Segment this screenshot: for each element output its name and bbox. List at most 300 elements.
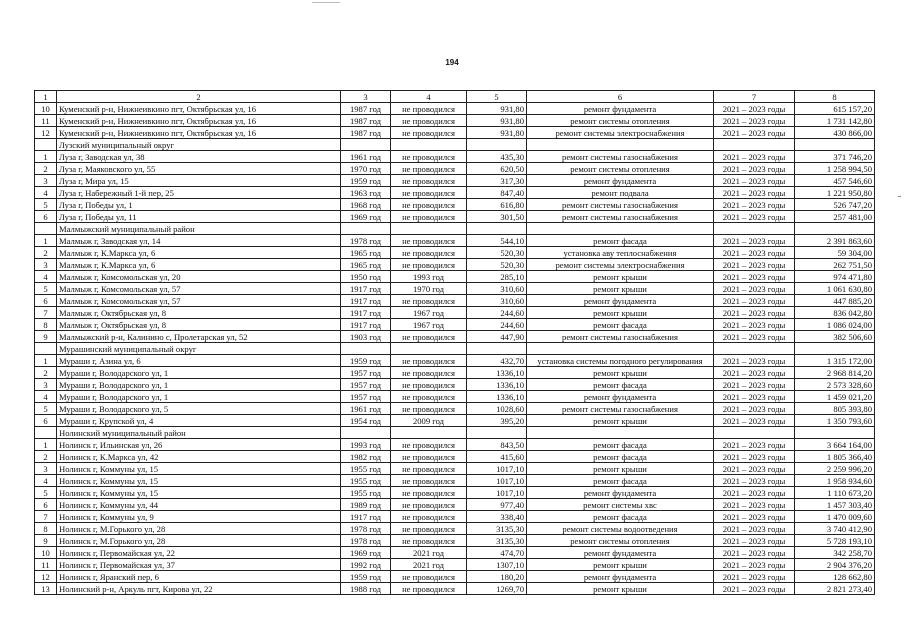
period-cell: 2021 – 2023 годы	[714, 163, 795, 175]
last-repair-cell: не проводился	[391, 115, 467, 127]
area-cell	[467, 223, 527, 235]
last-repair-cell: не проводился	[391, 103, 467, 115]
cost-cell: 1 457 303,40	[795, 499, 875, 511]
cost-cell: 447 885,20	[795, 295, 875, 307]
cost-cell: 2 821 273,40	[795, 583, 875, 595]
address-cell: Малмыж г, Заводская ул, 14	[57, 235, 341, 247]
column-header: 1	[35, 91, 57, 103]
period-cell: 2021 – 2023 годы	[714, 259, 795, 271]
last-repair-cell: не проводился	[391, 487, 467, 499]
work-type-cell: ремонт системы газоснабжения	[527, 403, 714, 415]
last-repair-cell: не проводился	[391, 355, 467, 367]
address-cell: Нолинск г, Первомайская ул, 37	[57, 559, 341, 571]
period-cell: 2021 – 2023 годы	[714, 283, 795, 295]
table-row	[35, 199, 875, 211]
table-row	[35, 451, 875, 463]
row-number-cell: 4	[35, 475, 57, 487]
area-cell: 3135,30	[467, 535, 527, 547]
work-type-cell: ремонт системы газоснабжения	[527, 151, 714, 163]
area-cell: 415,60	[467, 451, 527, 463]
table-row	[35, 319, 875, 331]
table-row	[35, 367, 875, 379]
row-number-cell: 7	[35, 511, 57, 523]
work-type-cell: ремонт фундамента	[527, 103, 714, 115]
cost-cell: 1 350 793,60	[795, 415, 875, 427]
work-type-cell: ремонт фасада	[527, 379, 714, 391]
table-row	[35, 211, 875, 223]
area-cell: 520,30	[467, 247, 527, 259]
cost-cell: 128 662,80	[795, 571, 875, 583]
section-title: Лузский муниципальный округ	[57, 139, 341, 151]
year-built-cell: 1968 год	[341, 199, 391, 211]
area-cell: 1336,10	[467, 391, 527, 403]
last-repair-cell: 2021 год	[391, 547, 467, 559]
address-cell: Нолинск г, Ильинская ул, 26	[57, 439, 341, 451]
last-repair-cell: не проводился	[391, 439, 467, 451]
table-row	[35, 487, 875, 499]
row-number-cell: 8	[35, 523, 57, 535]
table-row	[35, 583, 875, 595]
period-cell: 2021 – 2023 годы	[714, 463, 795, 475]
row-number-cell: 6	[35, 415, 57, 427]
period-cell: 2021 – 2023 годы	[714, 367, 795, 379]
year-built-cell: 1963 год	[341, 187, 391, 199]
last-repair-cell: не проводился	[391, 367, 467, 379]
row-number-cell: 1	[35, 151, 57, 163]
work-type-cell: ремонт системы отопления	[527, 115, 714, 127]
period-cell	[714, 427, 795, 439]
last-repair-cell: не проводился	[391, 331, 467, 343]
year-built-cell: 1955 год	[341, 463, 391, 475]
row-number-cell: 13	[35, 583, 57, 595]
area-cell: 395,20	[467, 415, 527, 427]
work-type-cell: ремонт крыши	[527, 415, 714, 427]
row-number-cell: 5	[35, 487, 57, 499]
last-repair-cell: не проводился	[391, 127, 467, 139]
last-repair-cell: не проводился	[391, 475, 467, 487]
area-cell: 474,70	[467, 547, 527, 559]
year-built-cell: 1959 год	[341, 355, 391, 367]
period-cell: 2021 – 2023 годы	[714, 307, 795, 319]
address-cell: Малмыж г, К.Маркса ул, 6	[57, 247, 341, 259]
work-type-cell: ремонт фасада	[527, 511, 714, 523]
period-cell: 2021 – 2023 годы	[714, 235, 795, 247]
year-built-cell: 1970 год	[341, 163, 391, 175]
period-cell: 2021 – 2023 годы	[714, 103, 795, 115]
work-type-cell: ремонт крыши	[527, 463, 714, 475]
last-repair-cell: не проводился	[391, 295, 467, 307]
year-built-cell: 1917 год	[341, 511, 391, 523]
area-cell: 244,60	[467, 307, 527, 319]
area-cell: 1269,70	[467, 583, 527, 595]
table-row	[35, 271, 875, 283]
area-cell	[467, 343, 527, 355]
area-cell: 1017,10	[467, 487, 527, 499]
cost-cell: 2 391 863,60	[795, 235, 875, 247]
cost-cell: 1 221 950,80	[795, 187, 875, 199]
work-type-cell: ремонт крыши	[527, 283, 714, 295]
cost-cell: 371 746,20	[795, 151, 875, 163]
address-cell: Нолинск г, М.Горького ул, 28	[57, 523, 341, 535]
last-repair-cell: не проводился	[391, 211, 467, 223]
period-cell: 2021 – 2023 годы	[714, 319, 795, 331]
area-cell: 616,80	[467, 199, 527, 211]
table-row	[35, 235, 875, 247]
last-repair-cell: не проводился	[391, 463, 467, 475]
address-cell: Малмыж г, Октябрьская ул, 8	[57, 319, 341, 331]
last-repair-cell: не проводился	[391, 583, 467, 595]
year-built-cell: 1954 год	[341, 415, 391, 427]
cost-cell	[795, 427, 875, 439]
cost-cell: 1 459 021,20	[795, 391, 875, 403]
last-repair-cell: не проводился	[391, 523, 467, 535]
area-cell: 843,50	[467, 439, 527, 451]
period-cell: 2021 – 2023 годы	[714, 115, 795, 127]
last-repair-cell: 2021 год	[391, 559, 467, 571]
period-cell: 2021 – 2023 годы	[714, 379, 795, 391]
cost-cell: 836 042,80	[795, 307, 875, 319]
column-header: 7	[714, 91, 795, 103]
work-type-cell: ремонт системы электроснабжения	[527, 259, 714, 271]
period-cell: 2021 – 2023 годы	[714, 151, 795, 163]
row-number-cell: 12	[35, 571, 57, 583]
period-cell: 2021 – 2023 годы	[714, 331, 795, 343]
cost-cell: 1 315 172,00	[795, 355, 875, 367]
work-type-cell	[527, 223, 714, 235]
table-row	[35, 415, 875, 427]
year-built-cell	[341, 223, 391, 235]
address-cell: Мураши г, Володарского ул, 1	[57, 391, 341, 403]
period-cell: 2021 – 2023 годы	[714, 355, 795, 367]
table-row	[35, 283, 875, 295]
area-cell: 520,30	[467, 259, 527, 271]
period-cell: 2021 – 2023 годы	[714, 175, 795, 187]
period-cell: 2021 – 2023 годы	[714, 451, 795, 463]
area-cell: 301,50	[467, 211, 527, 223]
last-repair-cell: не проводился	[391, 259, 467, 271]
address-cell: Малмыж г, К.Маркса ул, 6	[57, 259, 341, 271]
period-cell	[714, 139, 795, 151]
cost-cell: 430 866,00	[795, 127, 875, 139]
table-row	[35, 379, 875, 391]
last-repair-cell: 1967 год	[391, 307, 467, 319]
table-row	[35, 295, 875, 307]
address-cell: Малмыжский р-н, Калинино с, Пролетарская ул, 52	[57, 331, 341, 343]
table-row	[35, 571, 875, 583]
row-number-cell: 2	[35, 247, 57, 259]
last-repair-cell: не проводился	[391, 571, 467, 583]
row-number-cell: 9	[35, 535, 57, 547]
address-cell: Куменский р-н, Нижнеивкино пгт, Октябрьская ул, 16	[57, 115, 341, 127]
table-row	[35, 403, 875, 415]
period-cell: 2021 – 2023 годы	[714, 571, 795, 583]
last-repair-cell: не проводился	[391, 391, 467, 403]
area-cell: 1017,10	[467, 475, 527, 487]
row-number-cell: 2	[35, 163, 57, 175]
section-row	[35, 343, 875, 355]
table-row	[35, 115, 875, 127]
period-cell: 2021 – 2023 годы	[714, 547, 795, 559]
work-type-cell: ремонт системы водоотведения	[527, 523, 714, 535]
cost-cell: 974 471,80	[795, 271, 875, 283]
row-number-cell: 1	[35, 439, 57, 451]
table-row	[35, 535, 875, 547]
row-number-cell: 6	[35, 295, 57, 307]
period-cell: 2021 – 2023 годы	[714, 271, 795, 283]
address-cell: Малмыж г, Комсомольская ул, 20	[57, 271, 341, 283]
row-number-cell: 11	[35, 559, 57, 571]
work-type-cell: ремонт фундамента	[527, 295, 714, 307]
row-number-cell: 9	[35, 331, 57, 343]
period-cell: 2021 – 2023 годы	[714, 211, 795, 223]
year-built-cell: 1917 год	[341, 283, 391, 295]
last-repair-cell: не проводился	[391, 499, 467, 511]
work-type-cell: ремонт фундамента	[527, 547, 714, 559]
area-cell: 620,50	[467, 163, 527, 175]
last-repair-cell	[391, 139, 467, 151]
section-row	[35, 427, 875, 439]
cost-cell: 262 751,50	[795, 259, 875, 271]
work-type-cell	[527, 343, 714, 355]
period-cell: 2021 – 2023 годы	[714, 475, 795, 487]
cost-cell	[795, 343, 875, 355]
year-built-cell: 1987 год	[341, 103, 391, 115]
address-cell: Мураши г, Володарского ул, 5	[57, 403, 341, 415]
row-number-cell	[35, 223, 57, 235]
scan-mark	[312, 2, 340, 3]
area-cell: 285,10	[467, 271, 527, 283]
cost-cell: 2 904 376,20	[795, 559, 875, 571]
work-type-cell: ремонт системы газоснабжения	[527, 211, 714, 223]
work-type-cell: ремонт фасада	[527, 439, 714, 451]
cost-cell: 2 259 996,20	[795, 463, 875, 475]
table-row	[35, 511, 875, 523]
work-type-cell: ремонт крыши	[527, 559, 714, 571]
address-cell: Нолинск г, Коммуны ул, 15	[57, 463, 341, 475]
column-header: 2	[57, 91, 341, 103]
last-repair-cell: не проводился	[391, 379, 467, 391]
year-built-cell: 1978 год	[341, 523, 391, 535]
cost-cell: 615 157,20	[795, 103, 875, 115]
scan-mark	[898, 196, 901, 197]
area-cell: 931,80	[467, 115, 527, 127]
last-repair-cell: 1970 год	[391, 283, 467, 295]
work-type-cell	[527, 427, 714, 439]
period-cell: 2021 – 2023 годы	[714, 535, 795, 547]
work-type-cell: ремонт подвала	[527, 187, 714, 199]
table-row	[35, 391, 875, 403]
year-built-cell	[341, 427, 391, 439]
last-repair-cell	[391, 343, 467, 355]
section-row	[35, 139, 875, 151]
table-row	[35, 559, 875, 571]
cost-cell: 3 664 164,00	[795, 439, 875, 451]
cost-cell: 1 958 934,60	[795, 475, 875, 487]
work-type-cell: ремонт крыши	[527, 271, 714, 283]
column-header: 6	[527, 91, 714, 103]
period-cell	[714, 223, 795, 235]
row-number-cell: 3	[35, 175, 57, 187]
address-cell: Малмыж г, Комсомольская ул, 57	[57, 283, 341, 295]
address-cell: Нолинск г, Яранский пер, 6	[57, 571, 341, 583]
last-repair-cell: не проводился	[391, 175, 467, 187]
table-row	[35, 523, 875, 535]
work-type-cell: ремонт фасада	[527, 451, 714, 463]
period-cell: 2021 – 2023 годы	[714, 199, 795, 211]
period-cell: 2021 – 2023 годы	[714, 439, 795, 451]
year-built-cell: 1969 год	[341, 547, 391, 559]
table-body	[35, 91, 875, 595]
year-built-cell: 1950 год	[341, 271, 391, 283]
area-cell: 447,90	[467, 331, 527, 343]
cost-cell: 1 805 366,40	[795, 451, 875, 463]
last-repair-cell: не проводился	[391, 151, 467, 163]
period-cell	[714, 343, 795, 355]
year-built-cell: 1957 год	[341, 391, 391, 403]
last-repair-cell: не проводился	[391, 535, 467, 547]
cost-cell: 1 110 673,20	[795, 487, 875, 499]
period-cell: 2021 – 2023 годы	[714, 415, 795, 427]
cost-cell	[795, 223, 875, 235]
table-row	[35, 151, 875, 163]
row-number-cell: 2	[35, 451, 57, 463]
row-number-cell	[35, 139, 57, 151]
table-row	[35, 307, 875, 319]
address-cell: Малмыж г, Октябрьская ул, 8	[57, 307, 341, 319]
last-repair-cell: не проводился	[391, 511, 467, 523]
year-built-cell: 1959 год	[341, 571, 391, 583]
row-number-cell: 6	[35, 499, 57, 511]
row-number-cell: 3	[35, 259, 57, 271]
last-repair-cell: 2009 год	[391, 415, 467, 427]
year-built-cell: 1969 год	[341, 211, 391, 223]
work-type-cell: ремонт системы газоснабжения	[527, 199, 714, 211]
table-row	[35, 499, 875, 511]
row-number-cell: 12	[35, 127, 57, 139]
address-cell: Мураши г, Володарского ул, 1	[57, 367, 341, 379]
cost-cell: 257 481,00	[795, 211, 875, 223]
last-repair-cell: не проводился	[391, 199, 467, 211]
year-built-cell: 1978 год	[341, 235, 391, 247]
table-row	[35, 331, 875, 343]
table-row	[35, 547, 875, 559]
last-repair-cell	[391, 223, 467, 235]
page-number: 194	[445, 58, 459, 67]
last-repair-cell: 1993 год	[391, 271, 467, 283]
row-number-cell: 11	[35, 115, 57, 127]
year-built-cell: 1917 год	[341, 307, 391, 319]
row-number-cell	[35, 427, 57, 439]
address-cell: Куменский р-н, Нижнеивкино пгт, Октябрьская ул, 16	[57, 127, 341, 139]
last-repair-cell: не проводился	[391, 451, 467, 463]
table-row	[35, 175, 875, 187]
work-type-cell: ремонт фундамента	[527, 391, 714, 403]
row-number-cell: 3	[35, 379, 57, 391]
work-type-cell: ремонт системы отопления	[527, 535, 714, 547]
last-repair-cell: не проводился	[391, 247, 467, 259]
work-type-cell: установка системы погодного регулирования	[527, 355, 714, 367]
address-cell: Луза г, Победы ул, 1	[57, 199, 341, 211]
period-cell: 2021 – 2023 годы	[714, 247, 795, 259]
section-title: Малмыжский муниципальный район	[57, 223, 341, 235]
row-number-cell: 5	[35, 199, 57, 211]
year-built-cell: 1903 год	[341, 331, 391, 343]
area-cell: 1028,60	[467, 403, 527, 415]
section-title: Мурашинский муниципальный округ	[57, 343, 341, 355]
period-cell: 2021 – 2023 годы	[714, 487, 795, 499]
address-cell: Мураши г, Азина ул, 6	[57, 355, 341, 367]
header-row	[35, 91, 875, 103]
area-cell: 847,40	[467, 187, 527, 199]
year-built-cell: 1965 год	[341, 247, 391, 259]
year-built-cell: 1955 год	[341, 487, 391, 499]
work-type-cell: ремонт фундамента	[527, 487, 714, 499]
address-cell: Нолинский р-н, Аркуль пгт, Кирова ул, 22	[57, 583, 341, 595]
row-number-cell	[35, 343, 57, 355]
area-cell: 1307,10	[467, 559, 527, 571]
period-cell: 2021 – 2023 годы	[714, 583, 795, 595]
year-built-cell: 1917 год	[341, 319, 391, 331]
work-type-cell: ремонт фундамента	[527, 571, 714, 583]
year-built-cell: 1978 год	[341, 535, 391, 547]
address-cell: Нолинск г, К.Маркса ул, 42	[57, 451, 341, 463]
year-built-cell: 1988 год	[341, 583, 391, 595]
address-cell: Нолинск г, Коммуны ул, 15	[57, 475, 341, 487]
period-cell: 2021 – 2023 годы	[714, 295, 795, 307]
year-built-cell: 1957 год	[341, 367, 391, 379]
table-row	[35, 247, 875, 259]
cost-cell: 526 747,20	[795, 199, 875, 211]
work-type-cell: ремонт фундамента	[527, 175, 714, 187]
year-built-cell: 1993 год	[341, 439, 391, 451]
address-cell: Мураши г, Володарского ул, 1	[57, 379, 341, 391]
row-number-cell: 8	[35, 319, 57, 331]
period-cell: 2021 – 2023 годы	[714, 187, 795, 199]
period-cell: 2021 – 2023 годы	[714, 559, 795, 571]
year-built-cell: 1987 год	[341, 127, 391, 139]
year-built-cell: 1965 год	[341, 259, 391, 271]
section-row	[35, 223, 875, 235]
cost-cell: 1 061 630,80	[795, 283, 875, 295]
address-cell: Куменский р-н, Нижнеивкино пгт, Октябрьская ул, 16	[57, 103, 341, 115]
row-number-cell: 5	[35, 403, 57, 415]
address-cell: Мураши г, Крупской ул, 4	[57, 415, 341, 427]
period-cell: 2021 – 2023 годы	[714, 403, 795, 415]
area-cell: 931,80	[467, 103, 527, 115]
table-row	[35, 439, 875, 451]
area-cell: 931,80	[467, 127, 527, 139]
address-cell: Луза г, Победы ул, 11	[57, 211, 341, 223]
last-repair-cell	[391, 427, 467, 439]
column-header: 4	[391, 91, 467, 103]
address-cell: Нолинск г, Коммуны ул, 44	[57, 499, 341, 511]
area-cell: 3135,30	[467, 523, 527, 535]
column-header: 3	[341, 91, 391, 103]
area-cell: 1336,10	[467, 379, 527, 391]
year-built-cell	[341, 343, 391, 355]
year-built-cell: 1987 год	[341, 115, 391, 127]
last-repair-cell: не проводился	[391, 235, 467, 247]
address-cell: Нолинск г, Коммуны ул, 15	[57, 487, 341, 499]
cost-cell: 457 546,60	[795, 175, 875, 187]
address-cell: Нолинск г, Первомайская ул, 22	[57, 547, 341, 559]
table-row	[35, 463, 875, 475]
cost-cell: 342 258,70	[795, 547, 875, 559]
year-built-cell: 1961 год	[341, 151, 391, 163]
address-cell: Луза г, Маяковского ул, 55	[57, 163, 341, 175]
column-header: 5	[467, 91, 527, 103]
work-type-cell: ремонт системы хвс	[527, 499, 714, 511]
